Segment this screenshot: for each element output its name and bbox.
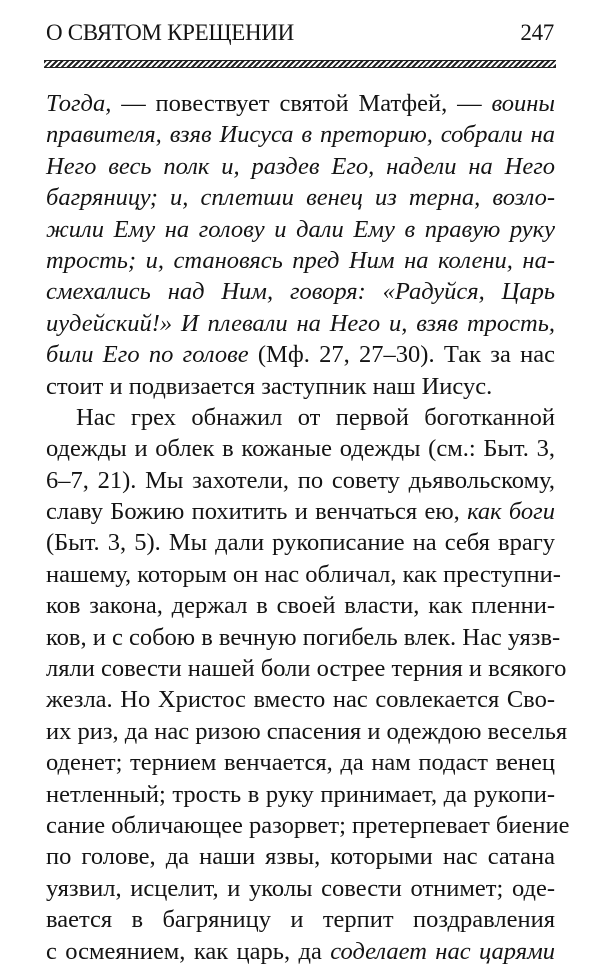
italic-text: жили Ему на голову и дали Ему в правую руку: [46, 215, 555, 243]
text: ляли совести нашей боли острее терния и всякого: [46, 655, 567, 683]
text: уязвил, исцелит, и уколы совести отнимет; оде-: [46, 874, 555, 902]
text-line: [46, 402, 555, 433]
italic-text: соделает нас царями: [330, 937, 556, 965]
page-number: 247: [520, 20, 554, 45]
text: оденет; тернием венчается, да нам подаст венец: [46, 749, 555, 777]
text-line: [46, 810, 570, 841]
text-line: [46, 371, 555, 402]
text: — повествует святой Матфей, —: [111, 90, 492, 117]
text: одежды и облек в кожаные одежды (см.: Быт. 3,: [46, 435, 555, 463]
text: (Мф. 27, 27–30). Так за нас: [248, 341, 555, 369]
text-line: [46, 653, 567, 684]
chapter-title: О СВЯТОМ КРЕЩЕНИИ: [46, 20, 294, 45]
text: (Быт. 3, 5). Мы дали рукописание на себя врагу: [46, 529, 555, 557]
text-line: [46, 936, 555, 967]
text-line: [46, 622, 561, 653]
italic-text: Тогда,: [46, 90, 112, 117]
italic-text: трость; и, становясь пред Ним на колени, на-: [46, 246, 555, 274]
italic-text: Него весь полк и, раздев Его, надели на Него: [46, 152, 555, 180]
text-line: [46, 684, 555, 715]
text-line: [46, 559, 561, 590]
text: нашему, которым он нас обличал, как преступни-: [46, 560, 561, 588]
text: сание обличающее разорвет; претерпевает биение: [46, 811, 570, 839]
text-line: [46, 779, 555, 810]
italic-text: как боги: [467, 498, 555, 526]
text-line: [46, 904, 555, 935]
text-line: [46, 182, 555, 213]
text-line: [46, 88, 555, 119]
text-line: [46, 308, 555, 339]
italic-text: багряницу; и, сплетши венец из терна, возло-: [46, 184, 555, 212]
text: нетленный; трость в руку принимает, да рукопи-: [46, 780, 555, 808]
text: ков, и с собою в вечную погибель влек. Нас уязв-: [46, 623, 561, 651]
italic-text: воины: [491, 90, 555, 117]
text: их риз, да нас ризою спасения и одеждою веселья: [46, 717, 568, 745]
text: славу Божию похитить и венчаться ею,: [46, 498, 468, 526]
text: Нас грех обнажил от первой боготканной: [76, 403, 555, 431]
text-line: [46, 841, 555, 872]
page-body: [46, 88, 570, 967]
italic-text: правителя, взяв Иисуса в преторию, собрали на: [46, 121, 555, 149]
italic-text: иудейский!» И плевали на Него и, взяв трость,: [46, 309, 555, 337]
text: по голове, да наши язвы, которыми нас сатана: [46, 843, 555, 871]
text: с осмеянием, как царь, да: [46, 937, 331, 965]
text-line: [46, 433, 555, 464]
text-line: [46, 590, 555, 621]
text-line: [46, 214, 555, 245]
text-line: [46, 716, 568, 747]
text-line: [46, 245, 555, 276]
text-line: [46, 496, 555, 527]
text-line: [46, 119, 555, 150]
text: жезла. Но Христос вместо нас совлекается Сво-: [46, 686, 555, 714]
header-divider: [44, 60, 556, 68]
text: вается в багряницу и терпит поздравления: [46, 906, 555, 934]
text-line: [46, 276, 555, 307]
text-line: [46, 527, 555, 558]
text-line: [46, 873, 555, 904]
italic-text: били Его по голове: [46, 341, 249, 369]
text-line: [46, 339, 555, 370]
text: ков закона, держал в своей власти, как пленни-: [46, 592, 555, 620]
text: 6–7, 21). Мы захотели, по совету дьявольскому,: [46, 466, 555, 494]
italic-text: смехались над Ним, говоря: «Радуйся, Царь: [46, 278, 555, 306]
running-header: [46, 16, 554, 46]
text-line: [46, 465, 555, 496]
text-line: [46, 747, 555, 778]
text-line: [46, 151, 555, 182]
text: стоит и подвизается заступник наш Иисус.: [46, 372, 493, 400]
